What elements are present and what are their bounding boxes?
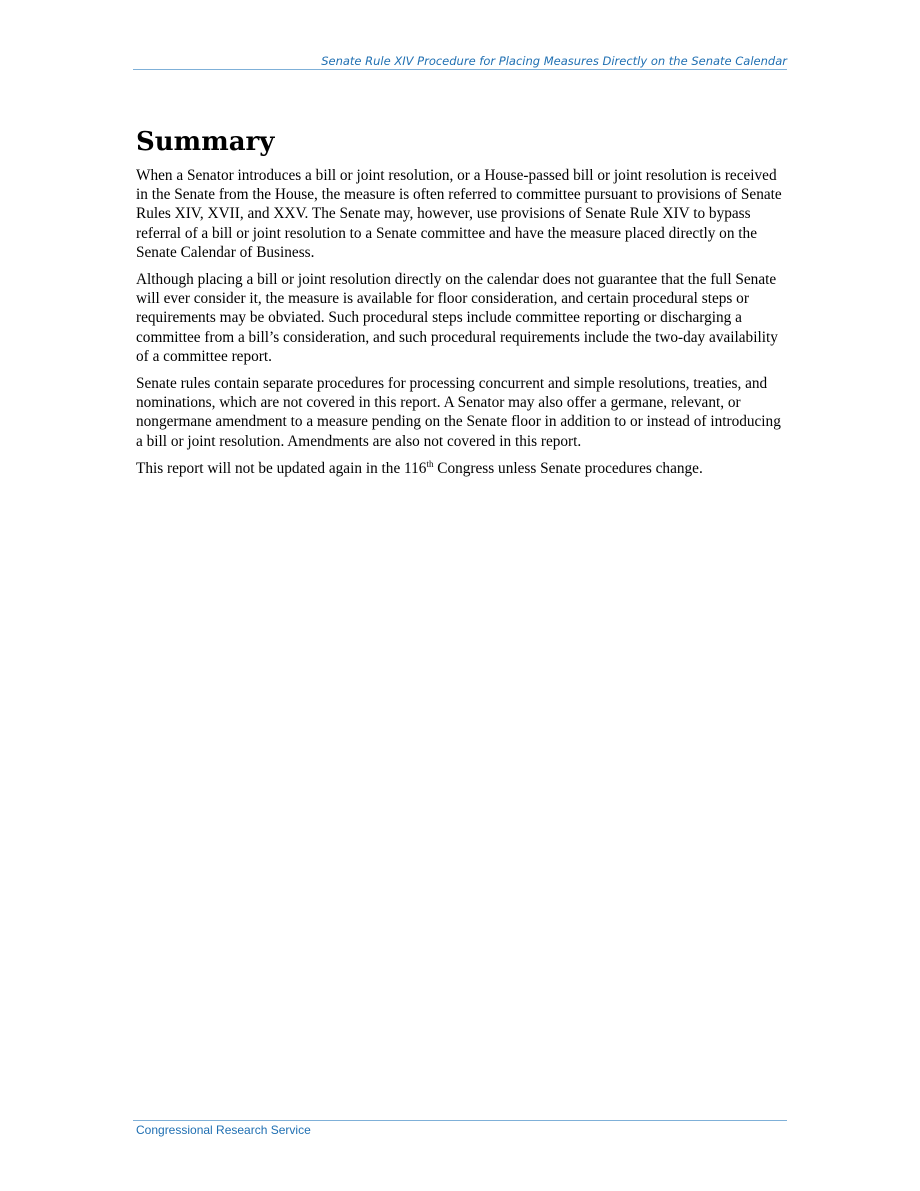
running-header-title: Senate Rule XIV Procedure for Placing Measures Directly on the Senate Calendar [321, 54, 787, 68]
paragraph-4-text-after: Congress unless Senate procedures change. [433, 459, 703, 477]
header-divider [133, 69, 787, 70]
summary-paragraph-1: When a Senator introduces a bill or joint resolution, or a House-passed bill or joint resolution is received in the Senate from the House, the measure is often referred to committee pursuant to provisions of Senate Rules XIV, XVII, and XXV. The Senate may, however, use provisions of Senate Rule XIV to bypass referral of a bill or joint resolution to a Senate committee and have the measure placed directly on the Senate Calendar of Business. [136, 167, 782, 261]
ordinal-superscript: th [426, 458, 434, 469]
summary-paragraph-4 [136, 459, 786, 478]
footer-organization: Congressional Research Service [136, 1123, 311, 1137]
summary-paragraph-3: Senate rules contain separate procedures for processing concurrent and simple resolutions, treaties, and nominations, which are not covered in this report. A Senator may also offer a germane, relevant, or nongermane amendment to a measure pending on the Senate floor in addition to or instead of introducing a bill or joint resolution. Amendments are also not covered in this report. [136, 375, 781, 450]
summary-section [136, 120, 786, 486]
section-heading: Summary [136, 127, 275, 157]
summary-paragraph-2: Although placing a bill or joint resolution directly on the calendar does not guarantee that the full Senate will ever consider it, the measure is available for floor consideration, and certain procedural steps or requirements may be obviated. Such procedural steps include committee reporting or discharging a committee from a bill’s consideration, and such procedural requirements include the two-day availability of a committee report. [136, 271, 778, 365]
paragraph-4-text-before: This report will not be updated again in the 116 [136, 459, 427, 477]
footer-divider [133, 1120, 787, 1121]
